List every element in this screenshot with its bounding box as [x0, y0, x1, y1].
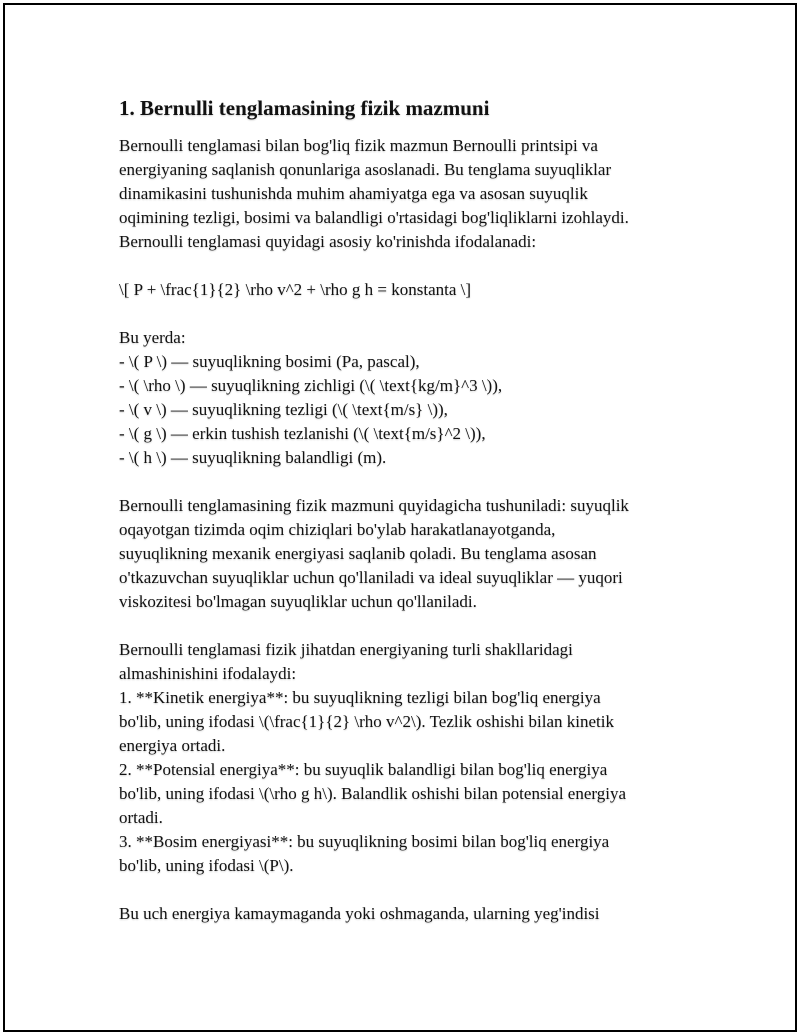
text-line: bo'lib, uning ifodasi \(\frac{1}{2} \rho v^2\). Tezlik oshishi bilan kinetik — [119, 712, 614, 731]
text-line: oqayotgan tizimda oqim chiziqlari bo'ylab harakatlanayotganda, — [119, 520, 556, 539]
closing-paragraph — [119, 902, 689, 926]
text-line: o'tkazuvchan suyuqliklar uchun qo'llaniladi va ideal suyuqliklar — yuqori — [119, 568, 623, 587]
intro-paragraph — [119, 134, 689, 254]
definition-item: - \( h \) — suyuqlikning balandligi (m). — [119, 448, 387, 467]
definitions-intro: Bu yerda: — [119, 328, 186, 347]
text-line: ortadi. — [119, 808, 163, 827]
energy-list-item: 3. **Bosim energiyasi**: bu suyuqlikning bosimi bilan bog'liq energiya — [119, 832, 610, 851]
paragraph-gap — [119, 254, 689, 278]
text-line: Bernoulli tenglamasi bilan bog'liq fizik mazmun Bernoulli printsipi va — [119, 136, 598, 155]
definition-item: - \( \rho \) — suyuqlikning zichligi (\( \text{kg/m}^3 \)), — [119, 376, 503, 395]
text-line: viskozitesi bo'lmagan suyuqliklar uchun qo'llaniladi. — [119, 592, 477, 611]
paragraph-gap — [119, 878, 689, 902]
text-line: bo'lib, uning ifodasi \(\rho g h\). Balandlik oshishi bilan potensial energiya — [119, 784, 627, 803]
definition-item: - \( g \) — erkin tushish tezlanishi (\( \text{m/s}^2 \)), — [119, 424, 486, 443]
paragraph-gap — [119, 614, 689, 638]
energy-list-item: 1. **Kinetik energiya**: bu suyuqlikning tezligi bilan bog'liq energiya — [119, 688, 601, 707]
text-line: bo'lib, uning ifodasi \(P\). — [119, 856, 294, 875]
definition-item: - \( v \) — suyuqlikning tezligi (\( \text{m/s} \)), — [119, 400, 448, 419]
physical-meaning-paragraph — [119, 494, 689, 614]
text-line: energiyaning saqlanish qonunlariga asoslanadi. Bu tenglama suyuqliklar — [119, 160, 612, 179]
text-line: Bernoulli tenglamasi quyidagi asosiy ko'rinishda ifodalanadi: — [119, 232, 537, 251]
text-line: Bu uch energiya kamaymaganda yoki oshmaganda, ularning yeg'indisi — [119, 904, 600, 923]
document-page — [3, 3, 797, 1032]
text-line: oqimining tezligi, bosimi va balandligi o'rtasidagi bog'liqliklarni izohlaydi. — [119, 208, 629, 227]
definition-item: - \( P \) — suyuqlikning bosimi (Pa, pascal), — [119, 352, 420, 371]
energy-list-item: 2. **Potensial energiya**: bu suyuqlik balandligi bilan bog'liq energiya — [119, 760, 608, 779]
text-line: dinamikasini tushunishda muhim ahamiyatga ega va asosan suyuqlik — [119, 184, 588, 203]
text-line: Bernoulli tenglamasi fizik jihatdan energiyaning turli shakllaridagi — [119, 640, 573, 659]
text-line: Bernoulli tenglamasining fizik mazmuni quyidagicha tushuniladi: suyuqlik — [119, 496, 629, 515]
energy-forms-paragraph — [119, 638, 689, 878]
paragraph-gap — [119, 302, 689, 326]
bernoulli-equation: \[ P + \frac{1}{2} \rho v^2 + \rho g h = konstanta \] — [119, 280, 472, 299]
text-line: suyuqlikning mexanik energiyasi saqlanib qoladi. Bu tenglama asosan — [119, 544, 597, 563]
section-heading: 1. Bernulli tenglamasining fizik mazmuni — [119, 96, 490, 120]
text-line: energiya ortadi. — [119, 736, 226, 755]
text-line: almashinishini ifodalaydi: — [119, 664, 297, 683]
document-body — [119, 93, 689, 926]
definitions-list — [119, 326, 689, 470]
paragraph-gap — [119, 470, 689, 494]
